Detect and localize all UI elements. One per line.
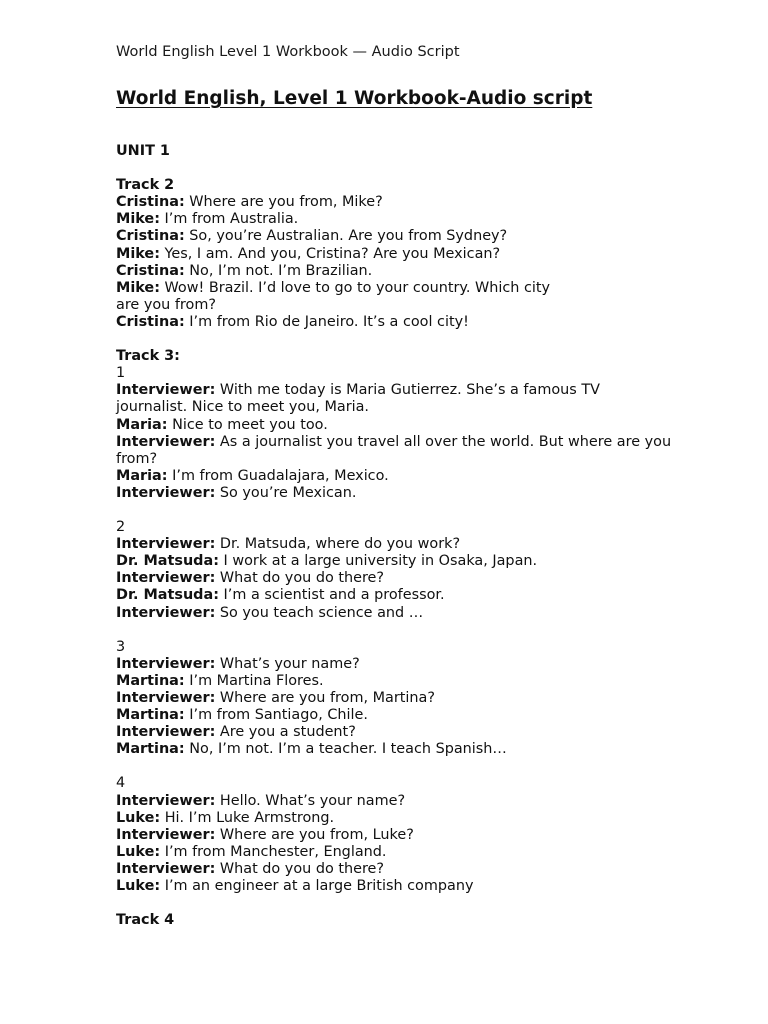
speaker-colon: : — [209, 826, 216, 843]
track-2-heading: Track 2 — [116, 177, 175, 194]
speaker-name: Luke — [116, 843, 155, 860]
dialogue-line — [116, 211, 676, 228]
dialogue-line — [116, 246, 676, 263]
speaker-name: Luke — [116, 878, 155, 895]
speaker-colon: : — [209, 724, 216, 741]
spacer — [116, 160, 676, 177]
dialogue-line — [116, 844, 676, 861]
speaker-colon: : — [161, 467, 168, 484]
part-number: 3 — [116, 638, 126, 655]
dialogue-text: I’m a scientist and a professor. — [218, 587, 445, 604]
dialogue-line — [116, 707, 676, 724]
track-3-colon: : — [174, 348, 180, 365]
speaker-name: Martina — [116, 672, 179, 689]
spacer — [116, 502, 676, 519]
speaker-name: Cristina — [116, 313, 179, 330]
dialogue-text: Hi. I’m Luke Armstrong. — [160, 809, 335, 826]
dialogue-text: So you’re Mexican. — [215, 484, 357, 501]
dialogue-line — [116, 382, 676, 399]
dialogue-text: No, I’m not. I’m Brazilian. — [184, 262, 373, 279]
part-dialogue — [116, 793, 676, 896]
speaker-colon: : — [154, 211, 160, 228]
speaker-colon: : — [209, 860, 216, 877]
dialogue-line — [116, 434, 676, 451]
track-3-dialogue — [116, 365, 676, 912]
track-3-heading — [116, 348, 676, 365]
speaker-name: Mike — [116, 245, 155, 262]
speaker-name: Interviewer — [116, 724, 210, 741]
dialogue-line — [116, 656, 676, 673]
speaker-colon: : — [178, 262, 185, 279]
dialogue-text: Are you a student? — [215, 724, 356, 741]
speaker-colon: : — [213, 553, 219, 570]
part-dialogue — [116, 536, 676, 621]
speaker-name: Interviewer — [116, 826, 210, 843]
dialogue-text: So, you’re Australian. Are you from Sydney? — [184, 228, 508, 245]
speaker-name: Martina — [116, 707, 179, 724]
dialogue-text: As a journalist you travel all over the world. But where are you — [215, 433, 672, 450]
part-dialogue — [116, 656, 676, 759]
speaker-colon: : — [154, 843, 161, 860]
speaker-colon: : — [209, 792, 216, 809]
dialogue-line — [116, 553, 676, 570]
dialogue-text: I’m from Rio de Janeiro. It’s a cool city! — [184, 313, 469, 330]
dialogue-text: So you teach science and … — [215, 604, 424, 621]
running-header: World English Level 1 Workbook — Audio Script — [116, 44, 460, 60]
dialogue-line — [116, 724, 676, 741]
track-4-heading: Track 4 — [116, 912, 175, 929]
speaker-name: Cristina — [116, 228, 179, 245]
dialogue-line — [116, 861, 676, 878]
speaker-colon: : — [178, 672, 185, 689]
dialogue-text: I work at a large university in Osaka, Japan. — [218, 553, 538, 570]
dialogue-text: What do you do there? — [215, 860, 385, 877]
dialogue-line — [116, 827, 676, 844]
speaker-colon: : — [209, 570, 216, 587]
dialogue-text: Hello. What’s your name? — [215, 792, 406, 809]
speaker-name: Maria — [116, 416, 162, 433]
dialogue-text: What’s your name? — [215, 655, 360, 672]
dialogue-line — [116, 228, 676, 245]
dialogue-line — [116, 263, 676, 280]
dialogue-text: Dr. Matsuda, where do you work? — [215, 536, 461, 553]
speaker-colon: : — [209, 433, 216, 450]
speaker-name: Interviewer — [116, 382, 210, 399]
speaker-colon: : — [209, 604, 216, 621]
dialogue-text: I’m from Australia. — [159, 211, 299, 228]
dialogue-text: Nice to meet you too. — [167, 416, 328, 433]
speaker-name: Dr. Matsuda — [116, 587, 214, 604]
speaker-name: Interviewer — [116, 604, 210, 621]
speaker-name: Interviewer — [116, 792, 210, 809]
speaker-name: Interviewer — [116, 536, 210, 553]
speaker-colon: : — [209, 484, 216, 501]
dialogue-line — [116, 468, 676, 485]
dialogue-text: What do you do there? — [215, 570, 385, 587]
dialogue-continuation: are you from? — [116, 296, 216, 313]
speaker-name: Martina — [116, 741, 179, 758]
audio-script-body — [116, 143, 676, 929]
speaker-name: Mike — [116, 279, 155, 296]
dialogue-line — [116, 314, 676, 331]
speaker-name: Maria — [116, 467, 162, 484]
unit-heading: UNIT 1 — [116, 143, 170, 159]
part-number: 4 — [116, 775, 126, 792]
speaker-name: Cristina — [116, 262, 179, 279]
dialogue-line — [116, 536, 676, 553]
speaker-colon: : — [209, 536, 216, 553]
speaker-name: Luke — [116, 809, 155, 826]
speaker-colon: : — [178, 228, 185, 245]
speaker-colon: : — [154, 245, 160, 262]
dialogue-line — [116, 810, 676, 827]
dialogue-line — [116, 587, 676, 604]
dialogue-line — [116, 741, 676, 758]
spacer — [116, 895, 676, 912]
speaker-colon: : — [161, 416, 168, 433]
dialogue-text: No, I’m not. I’m a teacher. I teach Spanish… — [184, 741, 507, 758]
spacer — [116, 622, 676, 639]
part-number: 2 — [116, 519, 126, 536]
speaker-colon: : — [154, 878, 161, 895]
speaker-name: Interviewer — [116, 484, 210, 501]
dialogue-text: I’m from Guadalajara, Mexico. — [167, 467, 389, 484]
document-title: World English, Level 1 Workbook-Audio script — [116, 88, 593, 109]
speaker-colon: : — [178, 313, 185, 330]
dialogue-text: Yes, I am. And you, Cristina? Are you Mexican? — [159, 245, 501, 262]
dialogue-text: I’m an engineer at a large British company — [160, 878, 474, 895]
speaker-colon: : — [209, 655, 216, 672]
speaker-name: Interviewer — [116, 655, 210, 672]
speaker-name: Interviewer — [116, 433, 210, 450]
dialogue-line — [116, 690, 676, 707]
dialogue-line — [116, 673, 676, 690]
speaker-colon: : — [213, 587, 219, 604]
dialogue-text: Where are you from, Martina? — [215, 690, 436, 706]
dialogue-line — [116, 485, 676, 502]
speaker-colon: : — [209, 382, 216, 399]
dialogue-line — [116, 194, 676, 211]
track-2-dialogue — [116, 194, 676, 331]
dialogue-text: With me today is Maria Gutierrez. She’s a famous TV — [215, 382, 600, 399]
speaker-colon: : — [178, 707, 185, 724]
speaker-name: Dr. Matsuda — [116, 553, 214, 570]
dialogue-text: I’m from Santiago, Chile. — [184, 707, 368, 724]
speaker-name: Interviewer — [116, 570, 210, 587]
dialogue-line — [116, 605, 676, 622]
speaker-name: Interviewer — [116, 860, 210, 877]
spacer — [116, 758, 676, 775]
speaker-colon: : — [178, 741, 185, 758]
dialogue-continuation: from? — [116, 450, 158, 467]
spacer — [116, 331, 676, 348]
track-3-title: Track 3 — [116, 348, 175, 365]
speaker-name: Mike — [116, 211, 155, 228]
dialogue-line — [116, 417, 676, 434]
dialogue-text: Wow! Brazil. I’d love to go to your country. Which city — [159, 279, 551, 296]
speaker-colon: : — [209, 690, 216, 706]
dialogue-line — [116, 570, 676, 587]
part-dialogue — [116, 382, 676, 502]
speaker-colon: : — [154, 809, 161, 826]
dialogue-text: Where are you from, Luke? — [215, 826, 414, 843]
dialogue-text: I’m from Manchester, England. — [160, 843, 387, 860]
speaker-name: Cristina — [116, 194, 179, 211]
part-number: 1 — [116, 365, 126, 382]
dialogue-text: I’m Martina Flores. — [184, 672, 324, 689]
dialogue-line — [116, 878, 676, 895]
speaker-name: Interviewer — [116, 690, 210, 706]
speaker-colon: : — [154, 279, 160, 296]
dialogue-text: Where are you from, Mike? — [184, 194, 383, 211]
dialogue-line — [116, 280, 676, 297]
dialogue-continuation: journalist. Nice to meet you, Maria. — [116, 399, 370, 416]
dialogue-line — [116, 793, 676, 810]
speaker-colon: : — [178, 194, 185, 211]
